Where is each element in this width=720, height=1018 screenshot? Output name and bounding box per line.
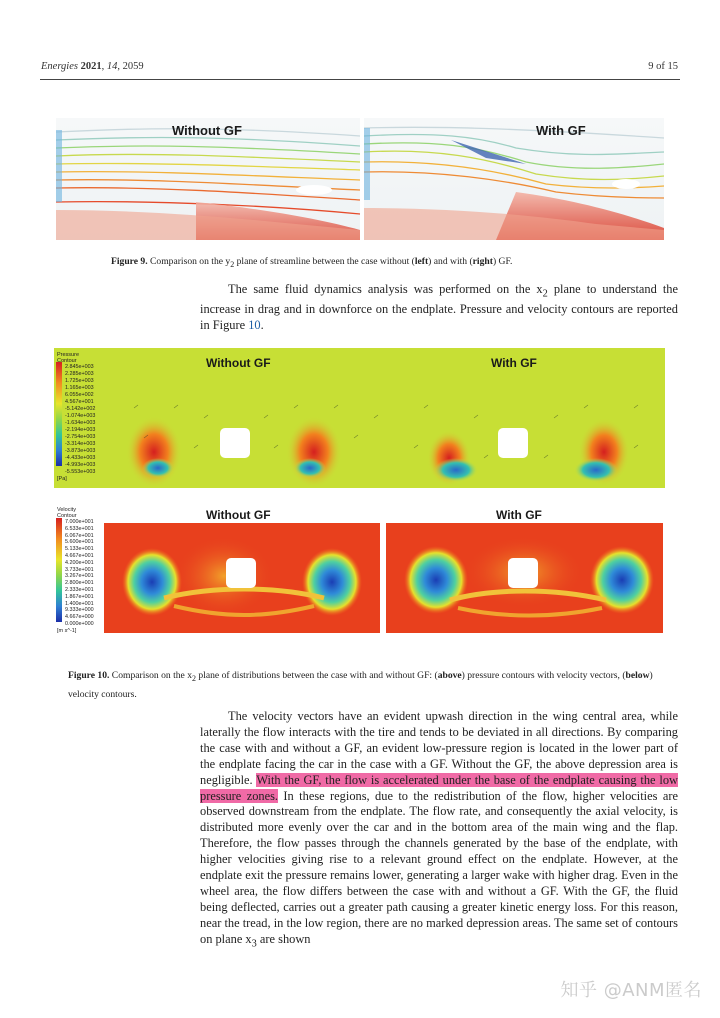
pressure-legend-value: -3.314e+003 (65, 441, 96, 447)
velocity-contour-plot (54, 506, 665, 636)
paragraph-1: The same fluid dynamics analysis was performed on the $x_2$ plane to understand the increase in drag and in downforce on the endplate. Pressure and velocity contours are reported in Figure 10. (200, 282, 678, 333)
pressure-legend (57, 352, 95, 482)
pressure-legend-value: -2.754e+003 (65, 434, 96, 440)
pressure-legend-value: -1.074e+003 (65, 413, 96, 419)
figure10-pressure-image (54, 348, 665, 488)
figure9-left-title: Without GF (172, 123, 242, 138)
velocity-left-panel (104, 523, 380, 633)
pressure-legend-unit: [Pa] (57, 476, 67, 482)
running-header-journal: Energies 2021, 14, 2059 (41, 61, 144, 72)
velocity-legend-value: 4.200e+001 (65, 559, 94, 566)
velocity-legend-value: 5.133e+001 (65, 546, 94, 553)
figure9-panel-right (364, 118, 664, 240)
pressure-legend-value: -5.553e+003 (65, 469, 96, 475)
velocity-legend-value: 4.667e+000 (65, 614, 94, 621)
velocity-legend-value: 1.400e+001 (65, 600, 94, 607)
pressure-legend-value: 4.567e+001 (65, 399, 94, 405)
paragraph-2: The velocity vectors have an evident upwash direction in the wing central area, while laterally the flow interacts with the tire and tends to be deviated in all directions. By comparing the case with and without a GF, an evident low-pressure region is located in the lower part of the endplate facing the car in the case with a GF. Without the GF, the above depression area is negligible. With the GF, the flow is accelerated under the base of the endplate causing the low pressure zones. In these regions, due to the redistribution of the flow, higher velocities are observed downstream from the endplate. The flow rate, and consequently the axial velocity, is distributed more evenly over the car and in the bottom area of the main wing and the flap. Therefore, the flow passes through the channels generated by the base of the endplate, with higher velocities giving rise to a relevant ground effect on the endplate. However, at the endplate exit the pressure remains lower, generating a larger wake with higher drag. Even in the wheel area, the flow differs between the case with and without a GF. With the GF, the fluid being deflected, carries out a greater path causing a greater kinetic energy loss. For this reason, near the tread, in the low region, there are no marked depression areas. The same set of contours on plane $x_3$ are shown (200, 709, 678, 950)
pressure-left-title: Without GF (206, 356, 271, 370)
velocity-legend-title: Velocity Contour (57, 507, 77, 519)
pressure-legend-title: Pressure Contour (57, 352, 80, 364)
velocity-left-title: Without GF (206, 508, 271, 522)
pressure-legend-value: -2.194e+003 (65, 427, 96, 433)
figure-10-link[interactable]: 10 (248, 318, 261, 333)
pressure-legend-value: 2.845e+003 (65, 364, 94, 370)
velocity-legend-value: 9.333e+000 (65, 607, 94, 614)
velocity-legend-value: 3.733e+001 (65, 566, 94, 573)
figure9-right-title: With GF (536, 123, 586, 138)
velocity-legend-value: 7.000e+001 (65, 519, 94, 525)
pressure-contour-plot (54, 348, 665, 488)
velocity-legend-value: 1.867e+001 (65, 593, 94, 600)
figure10-velocity-image (54, 506, 665, 636)
velocity-right-panel (386, 523, 663, 633)
zhihu-watermark: 知乎 @ANM匿名 (560, 980, 702, 1001)
velocity-legend-value: 2.800e+001 (65, 580, 94, 587)
velocity-legend (57, 507, 94, 634)
pressure-legend-value: -5.142e+002 (65, 406, 96, 412)
figure10-caption: Figure 10. Comparison on the $x_2$ plane of distributions between the case with and without GF: (above) pressure contours with velocity vectors, (below) velocity contours. (68, 670, 653, 700)
page-number: 9 of 15 (648, 61, 678, 72)
pressure-right-title: With GF (491, 356, 537, 370)
velocity-legend-value: 3.267e+001 (65, 573, 94, 580)
pressure-legend-value: 1.725e+003 (65, 378, 94, 384)
pressure-legend-value: -4.993e+003 (65, 462, 96, 468)
pressure-legend-value: 6.055e+002 (65, 392, 94, 398)
pressure-legend-value: -3.873e+003 (65, 448, 96, 454)
velocity-legend-value: 6.067e+001 (65, 532, 94, 539)
pressure-legend-value: -1.634e+003 (65, 420, 96, 426)
header-rule (40, 79, 680, 80)
velocity-legend-value: 5.600e+001 (65, 539, 94, 546)
velocity-legend-value: 4.667e+001 (65, 552, 94, 559)
velocity-legend-value: 0.000e+000 (65, 620, 94, 627)
figure9-image (56, 118, 664, 240)
velocity-right-title: With GF (496, 508, 542, 522)
velocity-legend-unit: [m s^-1] (57, 627, 77, 634)
pressure-legend-value: 2.285e+003 (65, 371, 94, 377)
velocity-legend-value: 2.333e+001 (65, 586, 94, 593)
pressure-legend-value: 1.165e+003 (65, 385, 94, 391)
highlighted-sentence: With the GF, the flow is accelerated under the base of the endplate causing the low pressure zones. (200, 772, 678, 803)
pressure-legend-value: -4.433e+003 (65, 455, 96, 461)
velocity-legend-value: 6.533e+001 (65, 525, 94, 532)
figure9-caption: Figure 9. Comparison on the $y_2$ plane of streamline between the case without (left) and with (right) GF. (111, 256, 513, 269)
